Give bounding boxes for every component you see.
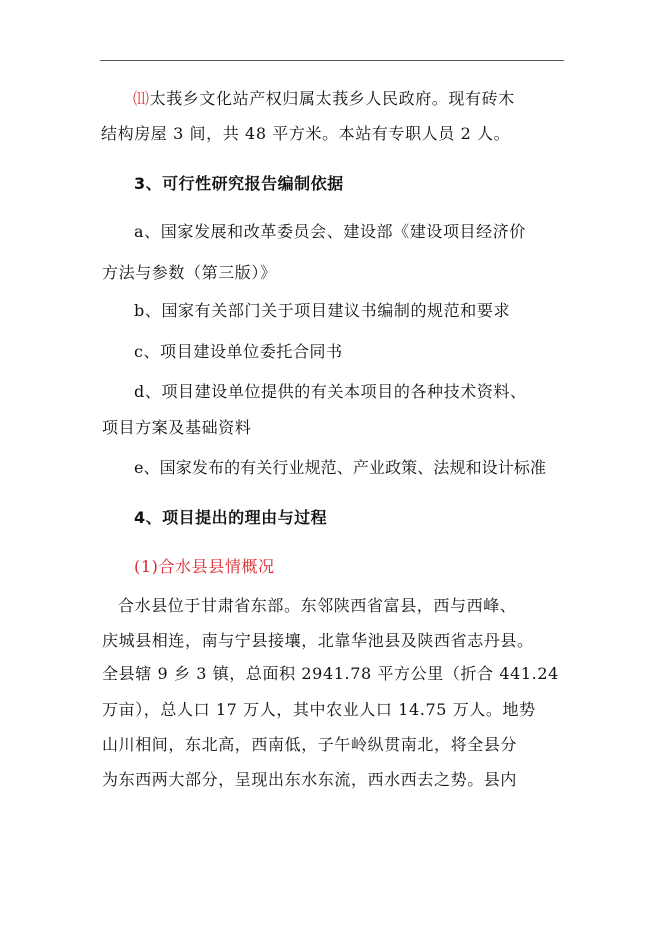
- paragraph-11-text: 太莪乡文化站产权归属太莪乡人民政府。现有砖木: [149, 89, 515, 108]
- county-overview-line-3: 全县辖 9 乡 3 镇，总面积 2941.78 平方公里（折合 441.24: [102, 664, 559, 683]
- header-rule: [100, 60, 564, 61]
- county-overview-line-1: 合水县位于甘肃省东部。东邻陕西省富县，西与西峰、: [118, 596, 517, 615]
- paragraph-11-marker: ⑾: [133, 89, 150, 108]
- county-overview-line-2: 庆城县相连，南与宁县接壤，北靠华池县及陕西省志丹县。: [102, 631, 534, 650]
- section-3-heading: 3、可行性研究报告编制依据: [134, 174, 344, 193]
- paragraph-11-line-2: 结构房屋 3 间，共 48 平方米。本站有专职人员 2 人。: [101, 124, 511, 143]
- basis-item-a-line-1: a、国家发展和改革委员会、建设部《建设项目经济价: [134, 222, 526, 241]
- section-4-heading: 4、项目提出的理由与过程: [134, 508, 328, 527]
- basis-item-b: b、国家有关部门关于项目建议书编制的规范和要求: [134, 301, 511, 320]
- paragraph-11-line-1: [133, 89, 515, 109]
- basis-item-a-line-2: 方法与参数（第三版）》: [102, 263, 277, 282]
- basis-item-c: c、项目建设单位委托合同书: [134, 342, 343, 361]
- basis-item-e: e、国家发布的有关行业规范、产业政策、法规和设计标准: [134, 458, 547, 477]
- section-4-subheading: (1)合水县县情概况: [134, 557, 275, 576]
- basis-item-d-line-2: 项目方案及基础资料: [102, 418, 252, 437]
- county-overview-line-4: 万亩），总人口 17 万人，其中农业人口 14.75 万人。地势: [102, 700, 536, 719]
- county-overview-line-6: 为东西两大部分，呈现出东水东流，西水西去之势。县内: [102, 770, 518, 789]
- basis-item-d-line-1: d、项目建设单位提供的有关本项目的各种技术资料、: [134, 382, 527, 401]
- county-overview-line-5: 山川相间，东北高，西南低，子午岭纵贯南北，将全县分: [102, 735, 518, 754]
